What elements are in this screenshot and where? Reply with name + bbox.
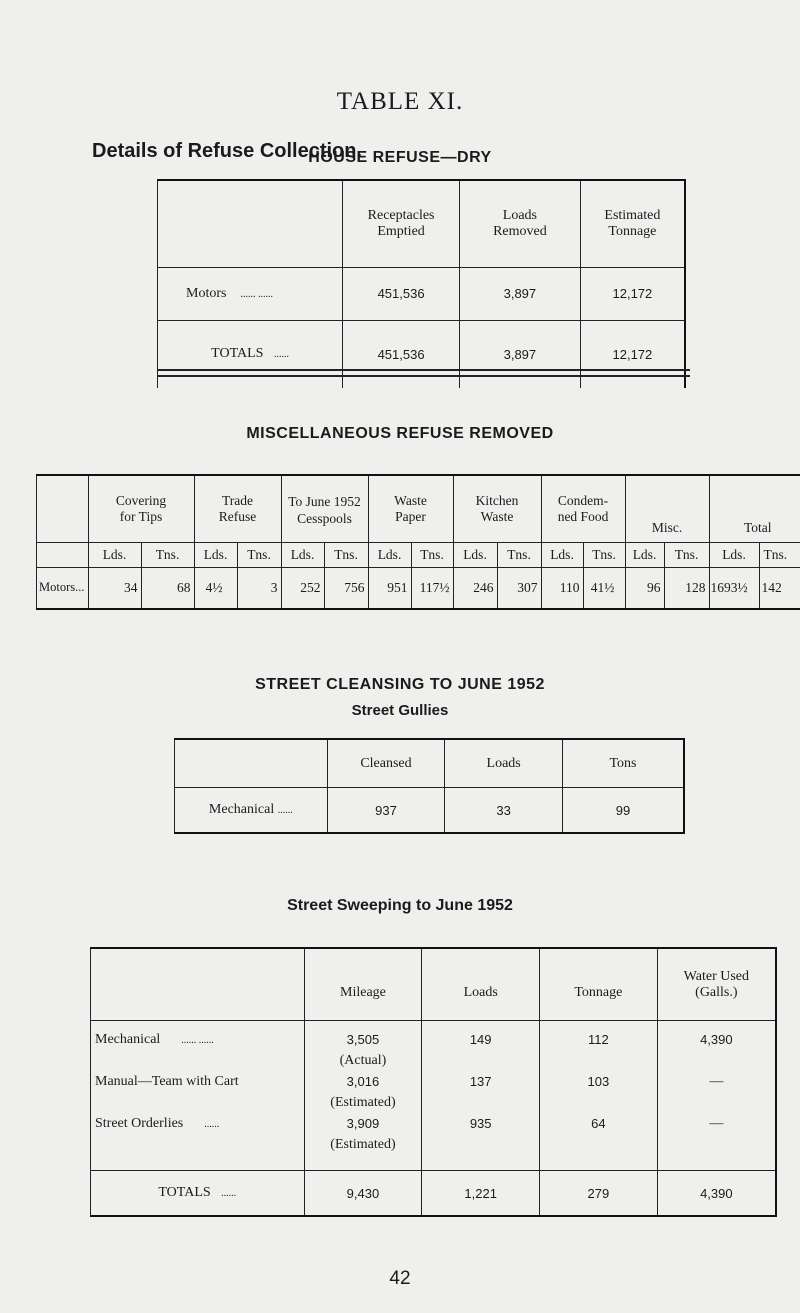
house-refuse-heading: HOUSE REFUSE—DRY [308,149,492,166]
page-number: 42 [389,1268,411,1289]
table-cell: 3,897 [460,320,581,388]
tns-header: Tns. [583,542,625,567]
mileage-column [304,1021,422,1171]
double-rule [157,369,690,377]
row-label: TOTALS ...... [158,320,343,388]
column-header: Loads [422,948,540,1021]
table-cell: 451,536 [343,320,460,388]
loads-column [422,1021,540,1171]
table-cell: 137 [469,1074,492,1089]
sub-header-row [37,542,800,567]
column-header: Tonnage [540,948,658,1021]
table-cell: 33 [445,788,563,834]
lds-header: Lds. [194,542,237,567]
table-cell: 3,909 [346,1116,380,1131]
row-label: Street Orderlies ...... [95,1116,220,1131]
table-cell: 12,172 [580,320,685,388]
lds-header: Lds. [88,542,141,567]
lds-header: Lds. [281,542,324,567]
table-cell: 756 [324,567,368,609]
tns-header: Tns. [237,542,281,567]
table-cell: 951 [368,567,411,609]
table-cell: — [709,1074,724,1089]
column-header: Loads Removed [460,180,581,267]
blank-header-cell [158,180,343,267]
row-label: TOTALS ...... [91,1171,305,1217]
group-header: Covering for Tips [88,475,194,542]
table-cell: 99 [562,788,684,834]
lds-header: Lds. [709,542,759,567]
table-body-row [91,1021,777,1171]
table-cell: 279 [540,1171,658,1217]
table-cell: 4½ [194,567,237,609]
table-header-row [175,739,685,788]
column-header: Receptacles Emptied [343,180,460,267]
tonnage-column [540,1021,658,1171]
group-header: Total [709,475,800,542]
table-cell: — [709,1116,724,1131]
table-cell: 112 [587,1032,609,1047]
column-header: Water Used (Galls.) [657,948,776,1021]
table-cell: 142 [759,567,800,609]
mileage-note: (Estimated) [330,1095,396,1110]
tns-header: Tns. [324,542,368,567]
table-header-row [158,180,686,267]
table-cell: 12,172 [580,267,685,320]
group-header: Trade Refuse [194,475,281,542]
table-cell: 3,016 [346,1074,380,1089]
group-header: Condem- ned Food [541,475,625,542]
street-gullies-subheading: Street Gullies [351,702,449,719]
table-row [175,788,685,834]
table-cell: 252 [281,567,324,609]
lds-header: Lds. [453,542,497,567]
table-cell: 307 [497,567,541,609]
row-label: Mechanical ...... ...... [95,1032,214,1047]
group-header-row [37,475,800,542]
table-cell: 3,897 [460,267,581,320]
table-cell: 96 [625,567,664,609]
tns-header: Tns. [141,542,194,567]
tns-header: Tns. [497,542,541,567]
row-label: Manual—Team with Cart [95,1074,239,1089]
water-column [657,1021,776,1171]
tns-header: Tns. [664,542,709,567]
table-cell: 246 [453,567,497,609]
table-cell: 117½ [411,567,453,609]
lds-header: Lds. [625,542,664,567]
column-header: Loads [445,739,563,788]
table-cell: 9,430 [304,1171,422,1217]
street-sweeping-heading: Street Sweeping to June 1952 [287,897,513,914]
table-cell: 1693½ [709,567,759,609]
column-header: Tons [562,739,684,788]
row-labels [91,1021,305,1171]
mileage-note: (Actual) [339,1053,387,1068]
house-refuse-table [157,179,686,388]
table-cell: 4,390 [700,1032,733,1047]
table-cell: 128 [664,567,709,609]
totals-row [158,320,686,388]
table-cell: 935 [469,1116,492,1131]
street-sweeping-table [90,947,777,1217]
table-cell: 3,505 [346,1032,380,1047]
row-label: Motors... [37,567,89,609]
table-cell: 64 [591,1116,606,1131]
row-label: Mechanical ...... [175,788,328,834]
table-header-row [91,948,777,1021]
row-label: Motors ...... ...... [158,267,343,320]
table-row [37,567,800,609]
table-cell: 68 [141,567,194,609]
table-row [158,267,686,320]
table-cell: 4,390 [657,1171,776,1217]
group-header: Kitchen Waste [453,475,541,542]
group-header: To June 1952 Cesspools [281,475,368,542]
blank-header-cell [37,475,89,542]
table-cell: 3 [237,567,281,609]
misc-refuse-heading: MISCELLANEOUS REFUSE REMOVED [246,425,554,442]
column-header: Cleansed [327,739,445,788]
table-cell: 937 [327,788,445,834]
group-header: Waste Paper [368,475,453,542]
document-heading: Details of Refuse Collection. [92,140,363,162]
table-cell: 1,221 [422,1171,540,1217]
misc-refuse-table [36,474,800,610]
tns-header: Tns. [759,542,800,567]
table-cell: 103 [587,1074,610,1089]
tns-header: Tns. [411,542,453,567]
street-gullies-table [174,738,685,834]
column-header: Estimated Tonnage [580,180,685,267]
table-cell: 149 [469,1032,492,1047]
blank-header-cell [175,739,328,788]
table-title: TABLE XI. [336,88,464,115]
table-cell: 34 [88,567,141,609]
column-header: Mileage [304,948,422,1021]
street-cleansing-heading: STREET CLEANSING TO JUNE 1952 [255,676,545,693]
table-cell: 110 [541,567,583,609]
totals-row [91,1171,777,1217]
lds-header: Lds. [368,542,411,567]
blank-header-cell [37,542,89,567]
table-cell: 41½ [583,567,625,609]
blank-header-cell [91,948,305,1021]
group-header: Misc. [625,475,709,542]
table-cell: 451,536 [343,267,460,320]
mileage-note: (Estimated) [330,1137,396,1152]
lds-header: Lds. [541,542,583,567]
